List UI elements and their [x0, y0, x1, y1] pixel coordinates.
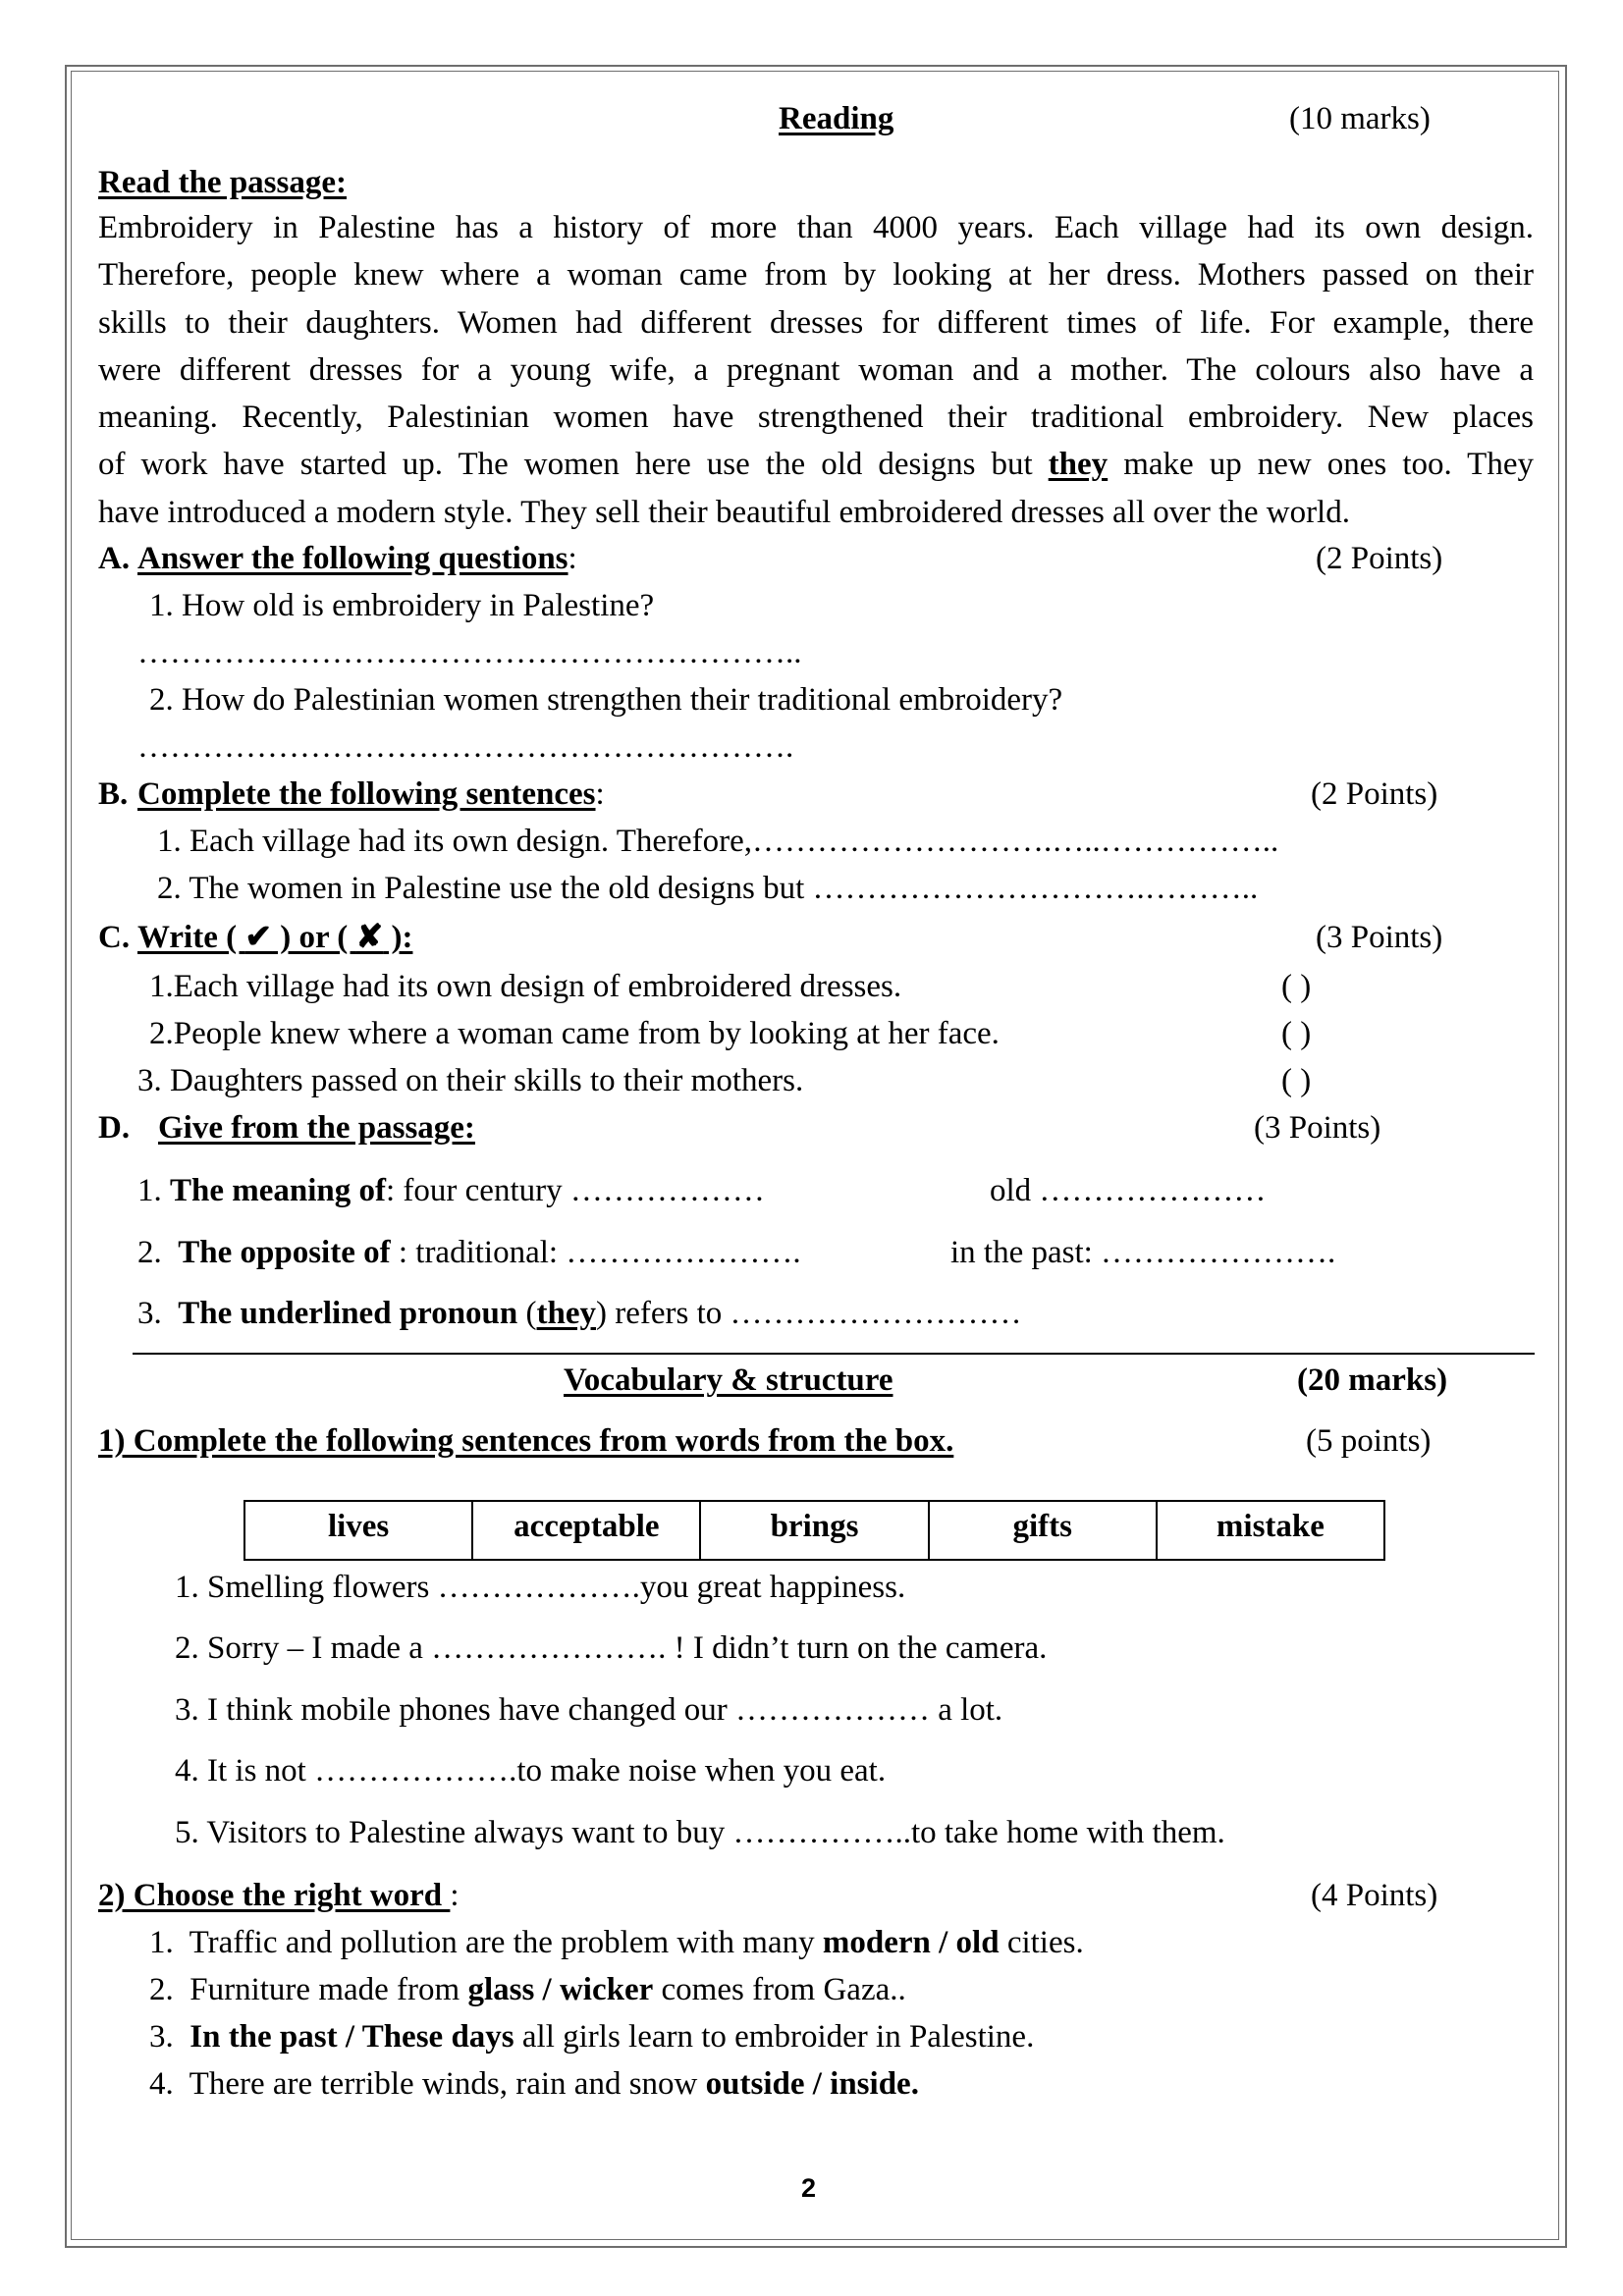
- section-a-points: (2 Points): [1316, 541, 1443, 576]
- vocab-sentence-3[interactable]: 3. I think mobile phones have changed our ……………… a lot.: [175, 1692, 1003, 1728]
- reading-title: Reading: [779, 101, 894, 136]
- passage-line: Embroidery in Palestine has a history of more than 4000 years. Each village had its own design.: [98, 210, 1534, 245]
- q2-points: (4 Points): [1311, 1878, 1438, 1913]
- vocab-sentence-4[interactable]: 4. It is not ……………….to make noise when you eat.: [175, 1753, 887, 1789]
- section-c-heading: [137, 918, 412, 957]
- word-box-cell: acceptable: [473, 1502, 701, 1559]
- q2-colon: :: [450, 1878, 460, 1913]
- item-number: 2.: [149, 1972, 174, 2007]
- passage-text: of work have started up. The women here use the old designs but: [98, 447, 1049, 483]
- item-text: Traffic and pollution are the problem with many: [189, 1925, 823, 1960]
- section-a-letter: A.: [98, 541, 131, 576]
- section-b-points: (2 Points): [1311, 776, 1438, 812]
- passage-line: skills to their daughters. Women had different dresses for different times of life. For example, there: [98, 304, 1534, 341]
- true-false-item-3: 3. Daughters passed on their skills to their mothers.: [137, 1063, 804, 1098]
- item-text: : traditional: ………………….: [390, 1235, 801, 1270]
- give-item-3[interactable]: [137, 1294, 1022, 1333]
- section-a-heading-wrap: [137, 539, 577, 578]
- heading-text: Write (: [137, 920, 245, 955]
- word-choice[interactable]: outside / inside.: [705, 2066, 919, 2102]
- choose-item-4[interactable]: [149, 2064, 919, 2104]
- complete-sentence-2[interactable]: 2. The women in Palestine use the old designs but ………………………….………..: [157, 871, 1259, 906]
- question-1: 1. How old is embroidery in Palestine?: [149, 588, 655, 623]
- vocab-marks: (20 marks): [1297, 1362, 1448, 1398]
- item-label: The opposite of: [178, 1235, 391, 1270]
- section-d-letter: D.: [98, 1110, 131, 1146]
- section-d-points: (3 Points): [1254, 1110, 1381, 1146]
- section-b-heading: Complete the following sentences: [137, 776, 596, 812]
- word-box-cell: brings: [701, 1502, 929, 1559]
- section-a-heading: Answer the following questions: [137, 541, 568, 576]
- q1-heading: 1) Complete the following sentences from words from the box.: [98, 1423, 954, 1459]
- question-2: 2. How do Palestinian women strengthen their traditional embroidery?: [149, 682, 1063, 718]
- word-box-cell: gifts: [930, 1502, 1158, 1559]
- item-text: (: [517, 1296, 537, 1331]
- section-divider: [133, 1353, 1535, 1355]
- passage-line: have introduced a modern style. They sell their beautiful embroidered dresses all over the world.: [98, 494, 1350, 530]
- item-number: 3.: [149, 2019, 174, 2055]
- item-text: ) refers to ………………………: [596, 1296, 1022, 1331]
- section-b-letter: B.: [98, 776, 129, 812]
- passage-line: meaning. Recently, Palestinian women have strengthened their traditional embroidery. New places: [98, 400, 1534, 436]
- item-number: 4.: [149, 2066, 174, 2102]
- word-choice[interactable]: glass / wicker: [467, 1972, 654, 2007]
- item-text: There are terrible winds, rain and snow: [189, 2066, 706, 2102]
- item-number: 2.: [137, 1235, 162, 1270]
- section-c-points: (3 Points): [1316, 920, 1443, 955]
- word-choice[interactable]: modern / old: [822, 1925, 1000, 1960]
- reading-marks: (10 marks): [1289, 101, 1431, 136]
- word-box: [243, 1500, 1385, 1561]
- item-number: 1.: [149, 1925, 174, 1960]
- reading-passage: [98, 204, 1534, 536]
- page-number: 2: [801, 2173, 817, 2203]
- give-item-1-right[interactable]: old …………………: [990, 1173, 1267, 1208]
- q1-points: (5 points): [1306, 1423, 1432, 1459]
- true-false-bracket-2[interactable]: ( ): [1281, 1016, 1312, 1051]
- q2-heading-wrap: [98, 1876, 460, 1915]
- item-number: 1.: [137, 1173, 162, 1208]
- item-text: Furniture made from: [189, 1972, 468, 2007]
- section-b-colon: :: [595, 776, 605, 812]
- true-false-bracket-1[interactable]: ( ): [1281, 969, 1312, 1004]
- choose-item-1[interactable]: [149, 1923, 1084, 1962]
- true-false-bracket-3[interactable]: ( ): [1281, 1063, 1312, 1098]
- choose-item-3[interactable]: [149, 2017, 1034, 2056]
- tick-icon: ✔: [244, 920, 273, 955]
- section-b-heading-wrap: [137, 774, 605, 814]
- item-text: : four century ………………: [386, 1173, 765, 1208]
- give-item-2[interactable]: [137, 1233, 801, 1272]
- section-d-heading: Give from the passage:: [158, 1110, 475, 1146]
- section-c-letter: C.: [98, 920, 131, 955]
- q2-heading: 2) Choose the right word: [98, 1878, 451, 1913]
- passage-heading: Read the passage:: [98, 165, 347, 200]
- passage-line: Therefore, people knew where a woman came from by looking at her dress. Mothers passed on their: [98, 257, 1534, 294]
- item-number: 3.: [137, 1296, 162, 1331]
- choose-item-2[interactable]: [149, 1970, 906, 2009]
- vocab-sentence-5[interactable]: 5. Visitors to Palestine always want to buy ……………..to take home with them.: [175, 1815, 1225, 1850]
- word-box-cell: lives: [245, 1502, 473, 1559]
- section-a-colon: :: [568, 541, 577, 576]
- cross-icon: ✘: [355, 920, 384, 955]
- vocab-sentence-2[interactable]: 2. Sorry – I made a …………………. ! I didn’t turn on the camera.: [175, 1630, 1048, 1666]
- item-text: all girls learn to embroider in Palestine.: [514, 2019, 1035, 2055]
- pronoun-they: they: [1048, 447, 1109, 483]
- answer-line-2[interactable]: …………………………………………………….: [137, 729, 794, 765]
- item-text: cities.: [999, 1925, 1084, 1960]
- give-item-2-right[interactable]: in the past: ………………….: [950, 1235, 1336, 1270]
- complete-sentence-1[interactable]: 1. Each village had its own design. Therefore,……………………….…..……………..: [157, 824, 1279, 859]
- true-false-item-1: 1.Each village had its own design of embroidered dresses.: [149, 969, 902, 1004]
- give-item-1[interactable]: [137, 1171, 765, 1210]
- heading-text: ):: [383, 920, 413, 955]
- answer-line-1[interactable]: ……………………………………………………..: [137, 635, 802, 670]
- item-label: The underlined pronoun: [178, 1296, 518, 1331]
- passage-line: were different dresses for a young wife, a pregnant woman and a mother. The colours also have a: [98, 351, 1534, 388]
- heading-text: ) or (: [272, 920, 356, 955]
- passage-line: [98, 441, 1534, 488]
- word-box-cell: mistake: [1216, 1509, 1325, 1544]
- passage-text: make up new ones too. They: [1108, 447, 1534, 483]
- word-choice[interactable]: In the past / These days: [189, 2019, 514, 2055]
- pronoun-they: they: [536, 1296, 597, 1331]
- vocab-sentence-1[interactable]: 1. Smelling flowers ……………….you great happiness.: [175, 1570, 906, 1605]
- vocab-title: Vocabulary & structure: [564, 1362, 893, 1398]
- true-false-item-2: 2.People knew where a woman came from by looking at her face.: [149, 1016, 1000, 1051]
- item-label: The meaning of: [170, 1173, 387, 1208]
- item-text: comes from Gaza..: [653, 1972, 906, 2007]
